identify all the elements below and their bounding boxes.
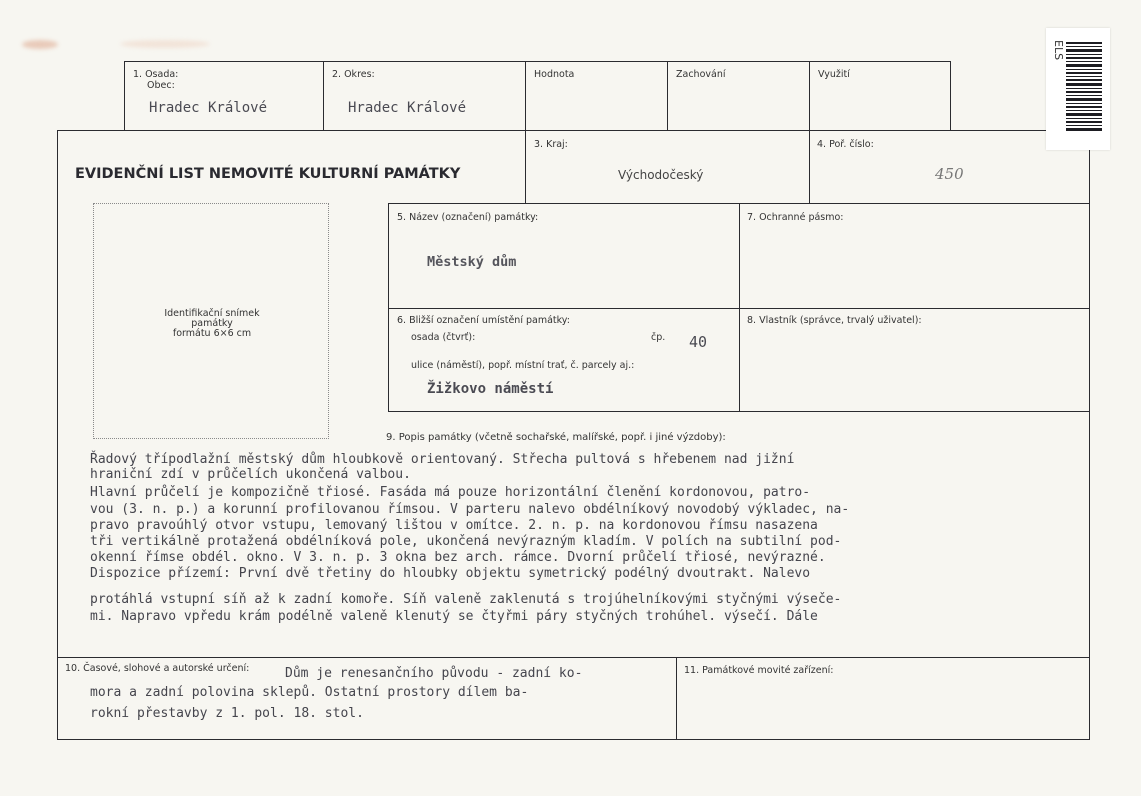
nazev-cell <box>388 203 740 309</box>
popis-line: vou (3. n. p.) a korunní profilovanou římsou. V parteru nalevo obdélníkový novodobý výkladec, na- <box>90 502 850 517</box>
nazev-label: 5. Název (označení) památky: <box>397 212 539 223</box>
osada-cell <box>124 61 324 131</box>
vlastnik-cell <box>739 308 1090 412</box>
movite-cell <box>676 657 1090 740</box>
ochranne-pasmo-label: 7. Ochranné pásmo: <box>747 212 844 223</box>
popis-line: pravo pravoúhlý otvor vstupu, lemovaný lištou v omítce. 2. n. p. na kordonovou římsu nasazena <box>90 518 818 533</box>
ulice-label: ulice (náměstí), popř. místní trať, č. parcely aj.: <box>411 360 635 371</box>
osada-label: 1. Osada: <box>133 69 179 80</box>
okres-label: 2. Okres: <box>332 69 375 80</box>
zachovani-label: Zachování <box>676 69 726 80</box>
hodnota-label: Hodnota <box>534 69 575 80</box>
blizsi-cell <box>388 308 740 412</box>
cp-value: 40 <box>689 333 708 351</box>
paper-stain <box>120 40 210 48</box>
popis-line: tři vertikálně protažená obdélníková pole, ukončená nevýrazným kladím. V polích na subtilní pod- <box>90 534 842 549</box>
photo-placeholder <box>93 203 329 439</box>
barcode-sticker <box>1046 28 1110 150</box>
casove-line: rokní přestavby z 1. pol. 18. stol. <box>90 706 364 721</box>
kraj-label: 3. Kraj: <box>534 139 568 150</box>
paper-stain <box>22 40 58 49</box>
casove-line: Dům je renesančního původu - zadní ko- <box>285 666 583 681</box>
photo-caption: formátu 6×6 cm <box>172 328 252 339</box>
popis-line: Hlavní průčelí je kompozičně třiosé. Fasáda má pouze horizontální členění kordonovou, patro- <box>90 485 811 500</box>
ulice-value: Žižkovo náměstí <box>427 381 554 397</box>
vlastnik-label: 8. Vlastník (správce, trvalý uživatel): <box>747 315 922 326</box>
popis-line: okenní římse obdél. okno. V 3. n. p. 3 okna bez arch. rámce. Dvorní průčelí třiosé, nevýrazné. <box>90 550 826 565</box>
popis-text <box>90 452 1080 652</box>
form-title: EVIDENČNÍ LIST NEMOVITÉ KULTURNÍ PAMÁTKY <box>75 166 461 182</box>
popis-label: 9. Popis památky (včetně sochařské, malířské, popř. i jiné výzdoby): <box>386 432 726 443</box>
vyuziti-cell <box>809 61 951 131</box>
casove-cell <box>57 657 677 740</box>
kraj-cell <box>525 130 810 203</box>
barcode-icon <box>1066 42 1102 132</box>
photo-caption: památky <box>191 318 233 329</box>
zachovani-cell <box>667 61 810 131</box>
nazev-value: Městský dům <box>427 254 517 270</box>
popis-line: mi. Napravo vpředu krám podélně valeně klenutý se čtyřmi páry styčných trohúhel. výsečí. Dále <box>90 609 818 624</box>
movite-label: 11. Památkové movité zařízení: <box>684 665 834 676</box>
osada-ctvrt-label: osada (čtvrť): <box>411 332 476 343</box>
barcode-text: ELS <box>1052 40 1065 61</box>
hodnota-cell <box>525 61 668 131</box>
popis-line: hraniční zdí v průčelích ukončená valbou. <box>90 467 411 482</box>
okres-value: Hradec Králové <box>348 100 467 116</box>
casove-line: mora a zadní polovina sklepů. Ostatní prostory dílem ba- <box>90 685 529 700</box>
por-cislo-value: 450 <box>935 165 964 183</box>
kraj-value: Východočeský <box>618 168 704 182</box>
blizsi-label: 6. Bližší označení umístění památky: <box>397 315 570 326</box>
popis-line: Řadový třípodlažní městský dům hloubkově orientovaný. Střecha pultová s hřebenem nad jižní <box>90 452 795 467</box>
vyuziti-label: Využití <box>818 69 850 80</box>
photo-caption: Identifikační snímek <box>164 308 260 319</box>
okres-cell <box>323 61 526 131</box>
casove-label: 10. Časové, slohové a autorské určení: <box>65 663 250 674</box>
obec-label: Obec: <box>147 80 175 91</box>
ochranne-pasmo-cell <box>739 203 1090 309</box>
popis-line: Dispozice přízemí: První dvě třetiny do hloubky objektu symetrický podélný dvoutrakt. Nalevo <box>90 566 811 581</box>
popis-line: protáhlá vstupní síň až k zadní komoře. Síň valeně zaklenutá s trojúhelníkovými styčnými výseče- <box>90 592 842 607</box>
obec-value: Hradec Králové <box>149 100 268 116</box>
por-cislo-label: 4. Poř. číslo: <box>817 139 874 150</box>
cp-label: čp. <box>651 332 666 343</box>
